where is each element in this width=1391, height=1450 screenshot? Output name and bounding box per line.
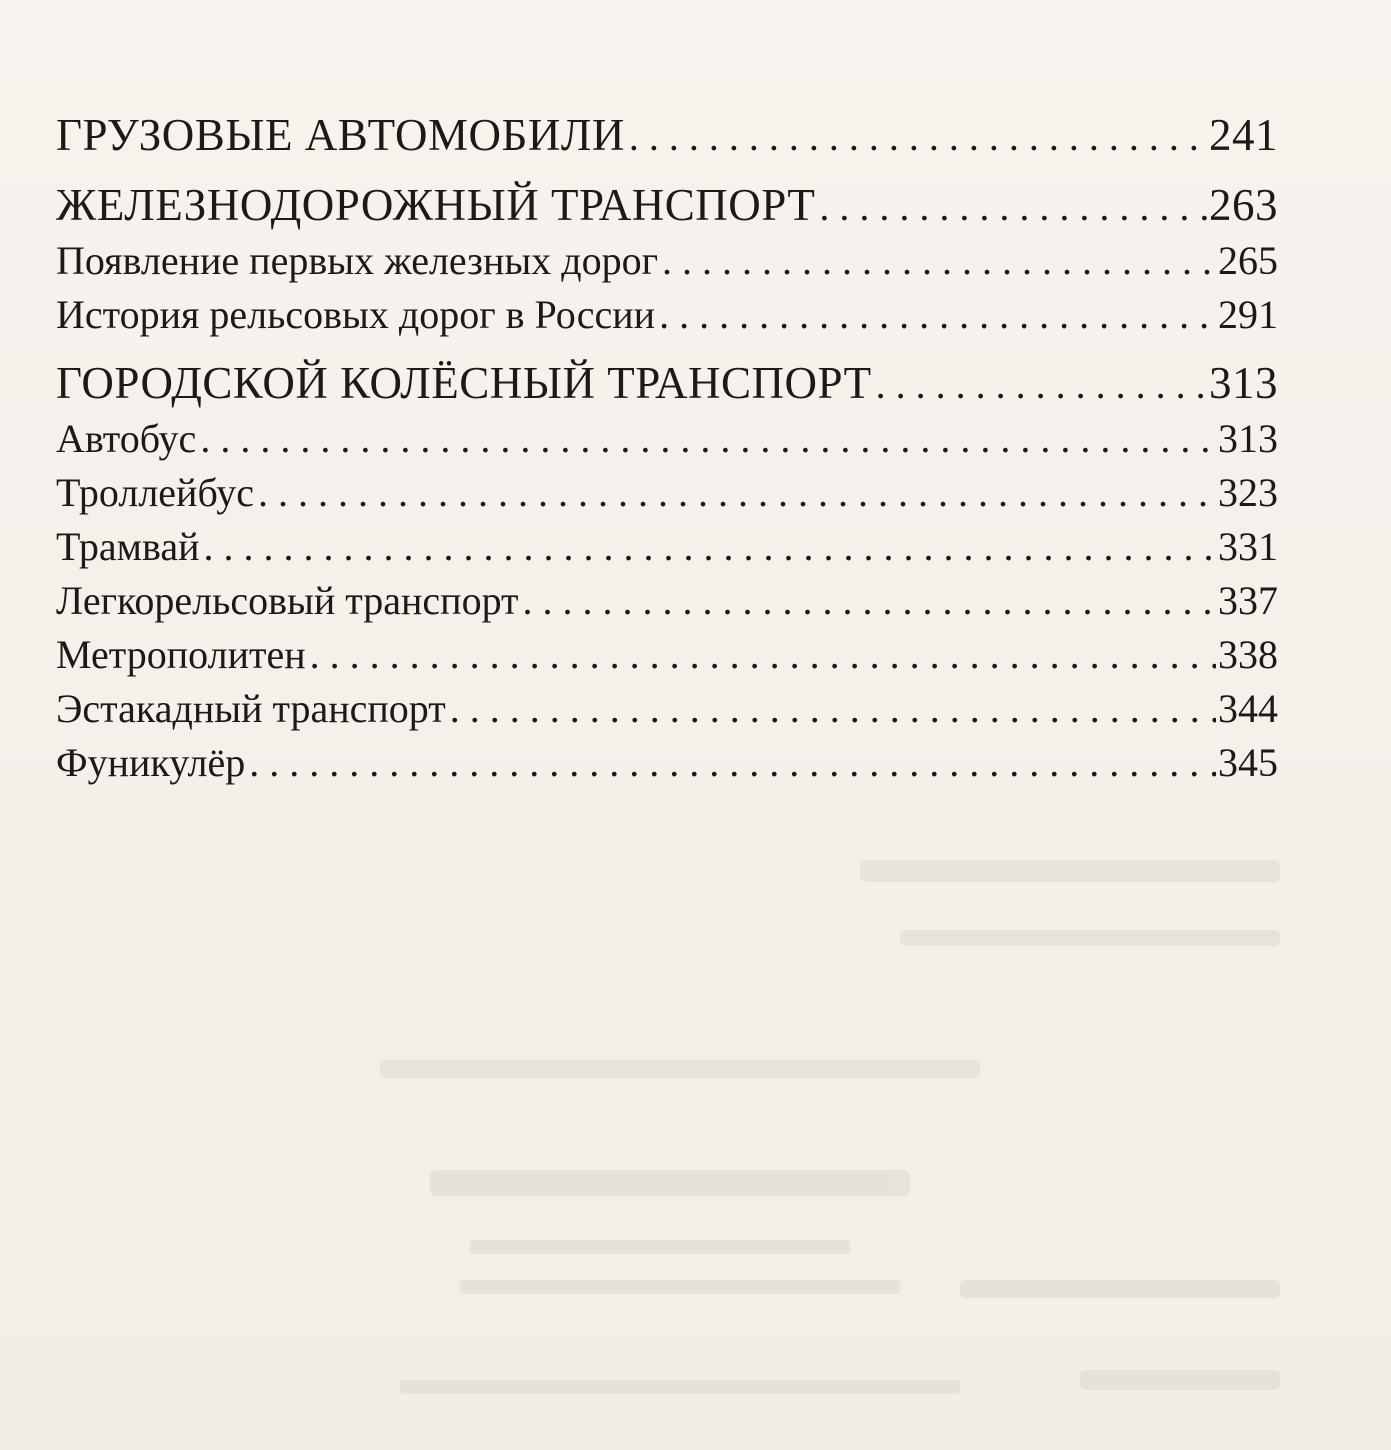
toc-entry-label: Фуникулёр <box>56 740 246 785</box>
toc-entry-page: 263 <box>1209 180 1278 230</box>
table-of-contents <box>56 106 1278 790</box>
leader-dots <box>819 187 1207 227</box>
toc-entry-page: 331 <box>1218 524 1278 569</box>
leader-dots <box>258 473 1216 513</box>
leader-dots <box>204 527 1217 567</box>
toc-entry-tram <box>56 520 1278 574</box>
toc-entry-label: Трамвай <box>56 524 200 569</box>
toc-entry-elevated <box>56 682 1278 736</box>
toc-entry-page: 265 <box>1218 238 1278 283</box>
toc-entry-label: Эстакадный транспорт <box>56 686 446 731</box>
toc-entry-label: Легкорельсовый транспорт <box>56 578 519 623</box>
toc-entry-label: Автобус <box>56 416 197 461</box>
leader-dots <box>629 117 1207 157</box>
toc-entry-page: 291 <box>1218 292 1278 337</box>
leader-dots <box>659 295 1216 335</box>
toc-entry-bus <box>56 412 1278 466</box>
toc-entry-label: Троллейбус <box>56 470 255 515</box>
toc-entry-trolleybus <box>56 466 1278 520</box>
toc-entry-first-railways <box>56 234 1278 288</box>
toc-entry-rail-history-russia <box>56 288 1278 342</box>
toc-entry-funicular <box>56 736 1278 790</box>
toc-entry-page: 313 <box>1209 358 1278 408</box>
toc-entry-railway <box>56 176 1278 234</box>
leader-dots <box>662 241 1216 281</box>
toc-entry-page: 344 <box>1218 686 1278 731</box>
toc-entry-page: 323 <box>1218 470 1278 515</box>
toc-entry-page: 337 <box>1218 578 1278 623</box>
toc-entry-label: История рельсовых дорог в России <box>56 292 656 337</box>
toc-entry-city-transport <box>56 354 1278 412</box>
leader-dots <box>523 581 1216 621</box>
leader-dots <box>876 365 1207 405</box>
toc-entry-label: Появление первых железных дорог <box>56 238 658 283</box>
leader-dots <box>200 419 1216 459</box>
leader-dots <box>310 635 1216 675</box>
leader-dots <box>450 689 1216 729</box>
toc-entry-page: 313 <box>1218 416 1278 461</box>
toc-entry-page: 345 <box>1218 740 1278 785</box>
toc-entry-label: Метрополитен <box>56 632 306 677</box>
toc-entry-label: ЖЕЛЕЗНОДОРОЖНЫЙ ТРАНСПОРТ <box>56 180 816 230</box>
toc-entry-metro <box>56 628 1278 682</box>
toc-entry-light-rail <box>56 574 1278 628</box>
toc-entry-page: 338 <box>1218 632 1278 677</box>
toc-entry-trucks <box>56 106 1278 164</box>
leader-dots <box>249 743 1216 783</box>
toc-entry-page: 241 <box>1209 110 1278 160</box>
toc-entry-label: ГОРОДСКОЙ КОЛЁСНЫЙ ТРАНСПОРТ <box>56 358 872 408</box>
toc-entry-label: ГРУЗОВЫЕ АВТОМОБИЛИ <box>56 110 625 160</box>
